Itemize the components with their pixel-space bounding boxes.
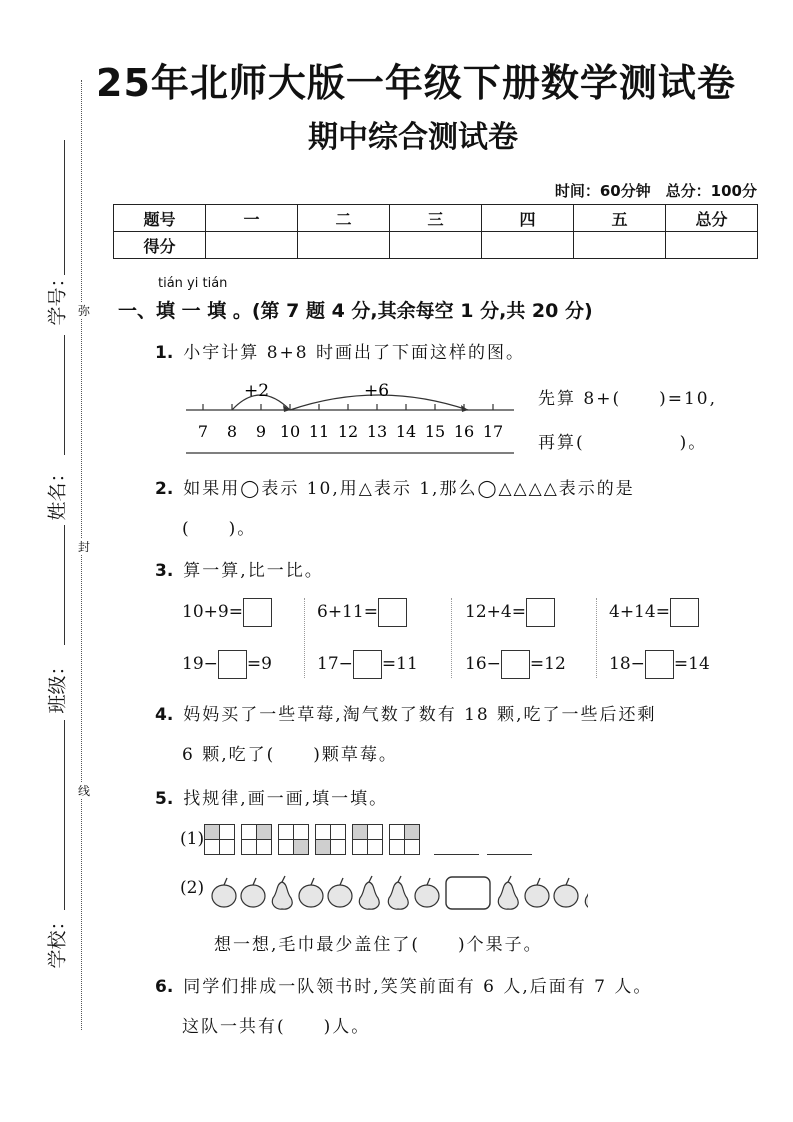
- arc-label-plus-2: +2: [244, 381, 270, 401]
- pattern-row-1: [180, 824, 532, 855]
- score-header-cell: 总分: [666, 205, 758, 232]
- number-line-tick-label: 7: [197, 422, 209, 441]
- pattern-grid-cell: [405, 825, 420, 840]
- question-text: 妈妈买了一些草莓,淘气数了数有 18 颗,吃了一些后还剩: [183, 705, 657, 725]
- pattern-grid-cell: [279, 840, 294, 855]
- answer-box[interactable]: [378, 598, 407, 627]
- calc-expression: 4+14=: [609, 602, 670, 622]
- question-1: [155, 338, 525, 363]
- pattern-grid: [204, 824, 235, 855]
- arc-label-plus-6: +6: [364, 381, 390, 401]
- calc-expression: 19−: [182, 654, 218, 674]
- apple-icon: [525, 878, 549, 907]
- apple-icon: [241, 878, 265, 907]
- section-heading: 一、填 一 填 。(第 7 题 4 分,其余每空 1 分,共 20 分): [118, 300, 593, 322]
- question-3: [155, 556, 324, 581]
- pattern-grid-cell: [368, 825, 383, 840]
- pattern-grid-cell: [331, 825, 346, 840]
- pattern-grid-cell: [279, 825, 294, 840]
- score-table-score-row: [114, 232, 758, 259]
- score-row-label: 得分: [114, 232, 206, 259]
- question-number: 6.: [155, 977, 174, 997]
- number-line-tick-label: 11: [308, 422, 330, 441]
- pattern-grid-cell: [220, 825, 235, 840]
- pear-icon: [585, 876, 588, 909]
- calc-expression: 18−: [609, 654, 645, 674]
- q5-follow-text: 想一想,毛巾最少盖住了( )个果子。: [214, 935, 543, 955]
- pattern-grid-cell: [257, 840, 272, 855]
- question-text: 小宇计算 8+8 时画出了下面这样的图。: [183, 343, 525, 363]
- cut-char-feng: 封: [78, 540, 91, 554]
- apple-icon: [554, 878, 578, 907]
- calc-row1-item: [609, 598, 699, 627]
- question-4: [155, 700, 657, 725]
- pattern-grid-cell: [316, 840, 331, 855]
- apple-icon: [328, 878, 352, 907]
- number-line-tick-label: 15: [424, 422, 446, 441]
- pattern-row-2: [180, 878, 204, 898]
- pattern-grid-cell: [353, 825, 368, 840]
- class-label: 班级：: [46, 656, 69, 714]
- answer-blank[interactable]: [487, 834, 532, 855]
- q1-side-text-1: 先算 8+( )=10,: [538, 389, 718, 409]
- question-number: 4.: [155, 705, 174, 725]
- pattern-grid: [241, 824, 272, 855]
- towel-icon: [446, 877, 490, 909]
- class-rule: [64, 525, 65, 645]
- fruit-pattern: [208, 874, 588, 914]
- calc-expression: 12+4=: [465, 602, 526, 622]
- pear-icon: [359, 876, 379, 909]
- calc-row2-item: [182, 650, 272, 679]
- apple-icon: [415, 878, 439, 907]
- answer-box[interactable]: [501, 650, 530, 679]
- answer-box[interactable]: [526, 598, 555, 627]
- score-cell[interactable]: [666, 232, 758, 259]
- calc-result: =9: [246, 654, 272, 674]
- student-id-label: 学号：: [46, 268, 69, 326]
- name-rule: [64, 335, 65, 455]
- pattern-grid: [389, 824, 420, 855]
- school-label: 学校：: [46, 911, 69, 969]
- q6-text-2: 这队一共有( )人。: [182, 1017, 371, 1037]
- pattern-grid-cell: [316, 825, 331, 840]
- pattern-grid-cell: [353, 840, 368, 855]
- number-line-tick-label: 17: [482, 422, 504, 441]
- calc-row2-item: [465, 650, 566, 679]
- answer-box[interactable]: [243, 598, 272, 627]
- pattern-grid-cell: [242, 840, 257, 855]
- score-header-cell: 三: [390, 205, 482, 232]
- number-line-tick-label: 14: [395, 422, 417, 441]
- q4-text-2: 6 颗,吃了( )颗草莓。: [182, 745, 398, 765]
- pattern-grid-cell: [257, 825, 272, 840]
- question-number: 1.: [155, 343, 174, 363]
- score-table: [113, 204, 758, 259]
- number-line: [180, 372, 520, 457]
- question-2: [155, 474, 635, 499]
- question-5: [155, 784, 388, 809]
- question-text: 找规律,画一画,填一填。: [183, 789, 389, 809]
- calc-row2-item: [317, 650, 418, 679]
- apple-icon: [212, 878, 236, 907]
- pattern-grid-cell: [390, 825, 405, 840]
- score-header-cell: 五: [574, 205, 666, 232]
- score-header-cell: 二: [298, 205, 390, 232]
- question-6: [155, 972, 652, 997]
- pattern-grid-cell: [205, 825, 220, 840]
- score-header-cell: 四: [482, 205, 574, 232]
- pattern-grid-cell: [331, 840, 346, 855]
- number-line-tick-label: 10: [279, 422, 301, 441]
- score-cell[interactable]: [298, 232, 390, 259]
- calc-result: =11: [381, 654, 418, 674]
- pattern-grid: [352, 824, 383, 855]
- calc-expression: 16−: [465, 654, 501, 674]
- pattern-grid-cell: [294, 840, 309, 855]
- answer-box[interactable]: [353, 650, 382, 679]
- q1-side-text-2: 再算( )。: [538, 433, 708, 453]
- cut-char-mi: 弥: [78, 304, 91, 318]
- calc-result: =14: [673, 654, 710, 674]
- pear-icon: [272, 876, 292, 909]
- pattern-grid: [278, 824, 309, 855]
- column-divider: [304, 598, 305, 678]
- column-divider: [451, 598, 452, 678]
- pattern-grid-cell: [390, 840, 405, 855]
- question-text: 如果用◯表示 10,用△表示 1,那么◯△△△△表示的是: [183, 479, 635, 499]
- calc-row2-item: [609, 650, 710, 679]
- apple-icon: [299, 878, 323, 907]
- calc-expression: 17−: [317, 654, 353, 674]
- calc-row1-item: [465, 598, 555, 627]
- pattern-grid-cell: [368, 840, 383, 855]
- number-line-tick-label: 8: [226, 422, 238, 441]
- score-header-cell: 题号: [114, 205, 206, 232]
- question-number: 2.: [155, 479, 174, 499]
- question-number: 3.: [155, 561, 174, 581]
- part-label: (2): [180, 878, 205, 898]
- pear-icon: [388, 876, 408, 909]
- score-cell[interactable]: [574, 232, 666, 259]
- number-line-tick-label: 13: [366, 422, 388, 441]
- pattern-grid-cell: [294, 825, 309, 840]
- score-header-cell: 一: [206, 205, 298, 232]
- calc-row1-item: [182, 598, 272, 627]
- calc-expression: 6+11=: [317, 602, 378, 622]
- student-id-rule: [64, 140, 65, 275]
- pattern-grid-cell: [242, 825, 257, 840]
- question-text: 同学们排成一队领书时,笑笑前面有 6 人,后面有 7 人。: [183, 977, 653, 997]
- number-line-tick-label: 9: [255, 422, 267, 441]
- score-cell[interactable]: [482, 232, 574, 259]
- answer-box[interactable]: [645, 650, 674, 679]
- pattern-grid-cell: [405, 840, 420, 855]
- number-line-tick-label: 12: [337, 422, 359, 441]
- page-subtitle: 期中综合测试卷: [308, 120, 518, 155]
- answer-box[interactable]: [218, 650, 247, 679]
- name-label: 姓名：: [46, 463, 69, 521]
- part-label: (1): [180, 829, 205, 849]
- page-title: 25年北师大版一年级下册数学测试卷: [96, 61, 736, 105]
- answer-box[interactable]: [670, 598, 699, 627]
- q2-text-2: ( )。: [182, 519, 257, 539]
- answer-blank[interactable]: [434, 834, 479, 855]
- question-text: 算一算,比一比。: [183, 561, 324, 581]
- pattern-grid-cell: [220, 840, 235, 855]
- score-cell[interactable]: [390, 232, 482, 259]
- school-rule: [64, 720, 65, 910]
- score-table-header-row: [114, 205, 758, 232]
- pattern-grid: [315, 824, 346, 855]
- score-cell[interactable]: [206, 232, 298, 259]
- column-divider: [596, 598, 597, 678]
- calc-row1-item: [317, 598, 407, 627]
- number-line-tick-label: 16: [453, 422, 475, 441]
- cut-char-xian: 线: [78, 784, 91, 798]
- binding-dotted-line: [81, 80, 82, 1030]
- section-pinyin: tián yi tián: [158, 276, 228, 291]
- question-number: 5.: [155, 789, 174, 809]
- pattern-grid-cell: [205, 840, 220, 855]
- calc-result: =12: [529, 654, 566, 674]
- time-score-info: 时间：60分钟 总分：100分: [554, 182, 757, 200]
- pear-icon: [498, 876, 518, 909]
- calc-expression: 10+9=: [182, 602, 243, 622]
